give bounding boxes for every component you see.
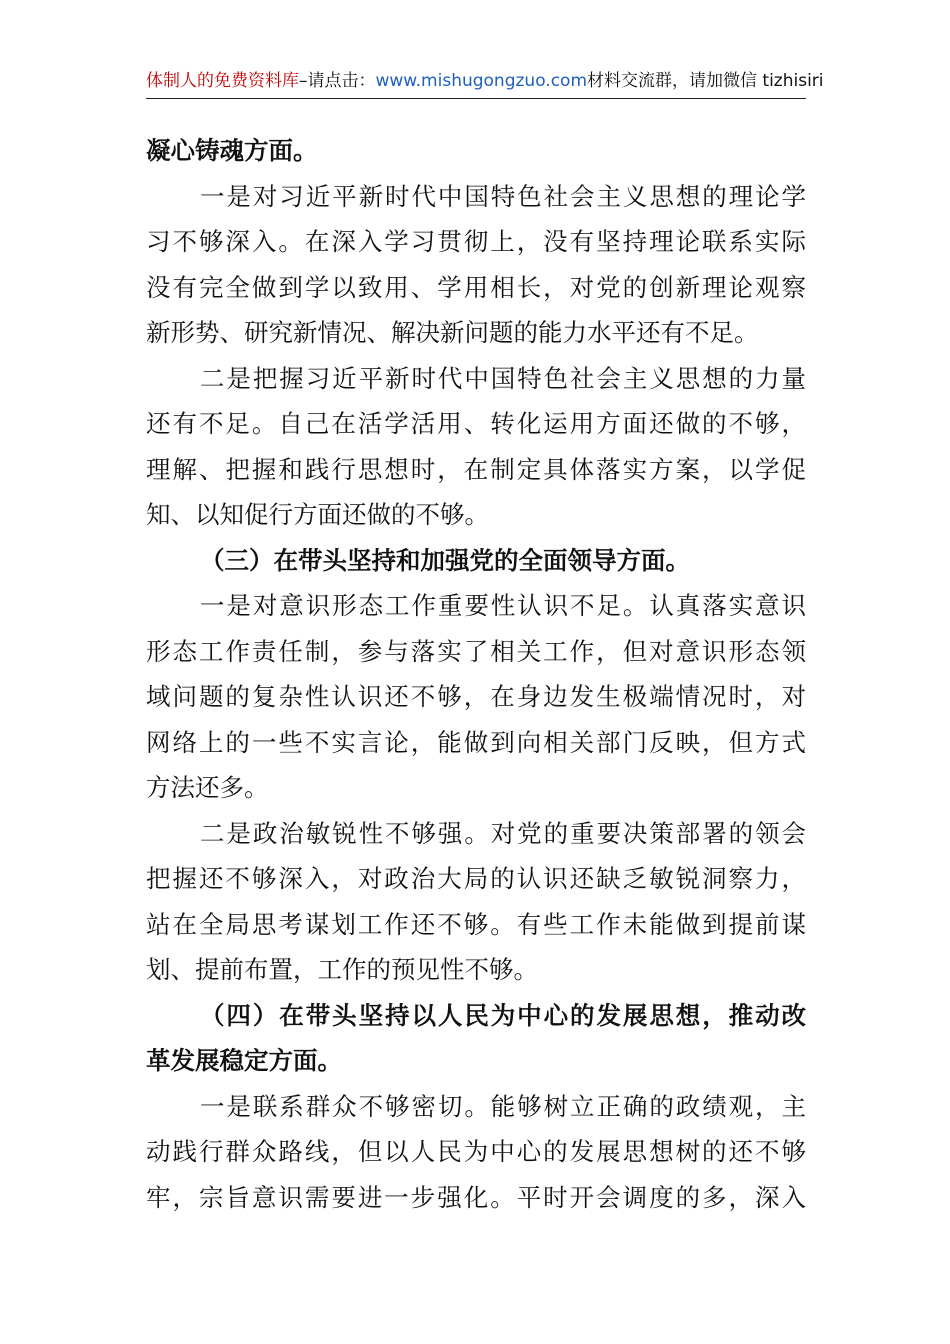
paragraph-line: 一是对习近平新时代中国特色社会主义思想的理论学 [200, 181, 806, 211]
section-heading-line: （四）在带头坚持以人民为中心的发展思想，推动改 [200, 1000, 806, 1030]
paragraph-line: 域问题的复杂性认识还不够，在身边发生极端情况时，对 [146, 682, 806, 711]
section-heading-line: （三）在带头坚持和加强党的全面领导方面。 [200, 545, 690, 575]
paragraph-line: 站在全局思考谋划工作还不够。有些工作未能做到提前谋 [146, 909, 806, 939]
paragraph-line: 还有不足。自己在活学活用、转化运用方面还做的不够， [146, 409, 806, 438]
paragraph-line: 牢，宗旨意识需要进一步强化。平时开会调度的多，深入 [146, 1182, 806, 1212]
paragraph-line: 理解、把握和践行思想时，在制定具体落实方案，以学促 [146, 454, 806, 484]
document-body [146, 128, 806, 1220]
paragraph-line: 方法还多。 [146, 773, 269, 802]
paragraph-line: 知、以知促行方面还做的不够。 [146, 500, 489, 529]
paragraph-line: 一是对意识形态工作重要性认识不足。认真落实意识 [200, 591, 806, 620]
paragraph-line: 二是把握习近平新时代中国特色社会主义思想的力量 [200, 363, 806, 393]
paragraph-line: 没有完全做到学以致用、学用相长，对党的创新理论观察 [146, 272, 806, 302]
paragraph-line: 形态工作责任制，参与落实了相关工作，但对意识形态领 [146, 636, 806, 666]
section-heading-line: 革发展稳定方面。 [146, 1046, 342, 1075]
header-suffix: 材料交流群，请加微信 tizhisiri [587, 71, 824, 91]
paragraph-line: 网络上的一些不实言论，能做到向相关部门反映，但方式 [146, 727, 806, 757]
paragraph-line: 一是联系群众不够密切。能够树立正确的政绩观，主 [200, 1091, 806, 1121]
paragraph-line: 动践行群众路线，但以人民为中心的发展思想树的还不够 [146, 1137, 806, 1166]
paragraph-line: 习不够深入。在深入学习贯彻上，没有坚持理论联系实际 [146, 227, 806, 256]
page-header [146, 66, 824, 96]
header-brand: 体制人的免费资料库 [146, 71, 299, 91]
header-prefix: –请点击： [299, 71, 376, 91]
section-heading-line: 凝心铸魂方面。 [146, 136, 318, 165]
paragraph-line: 划、提前布置，工作的预见性不够。 [146, 955, 538, 984]
paragraph-line: 把握还不够深入，对政治大局的认识还缺乏敏锐洞察力， [146, 864, 806, 893]
header-url-link[interactable]: www.mishugongzuo.com [375, 71, 588, 91]
paragraph-line: 二是政治敏锐性不够强。对党的重要决策部署的领会 [200, 818, 806, 848]
header-divider [146, 98, 806, 99]
paragraph-line: 新形势、研究新情况、解决新问题的能力水平还有不足。 [146, 318, 759, 347]
